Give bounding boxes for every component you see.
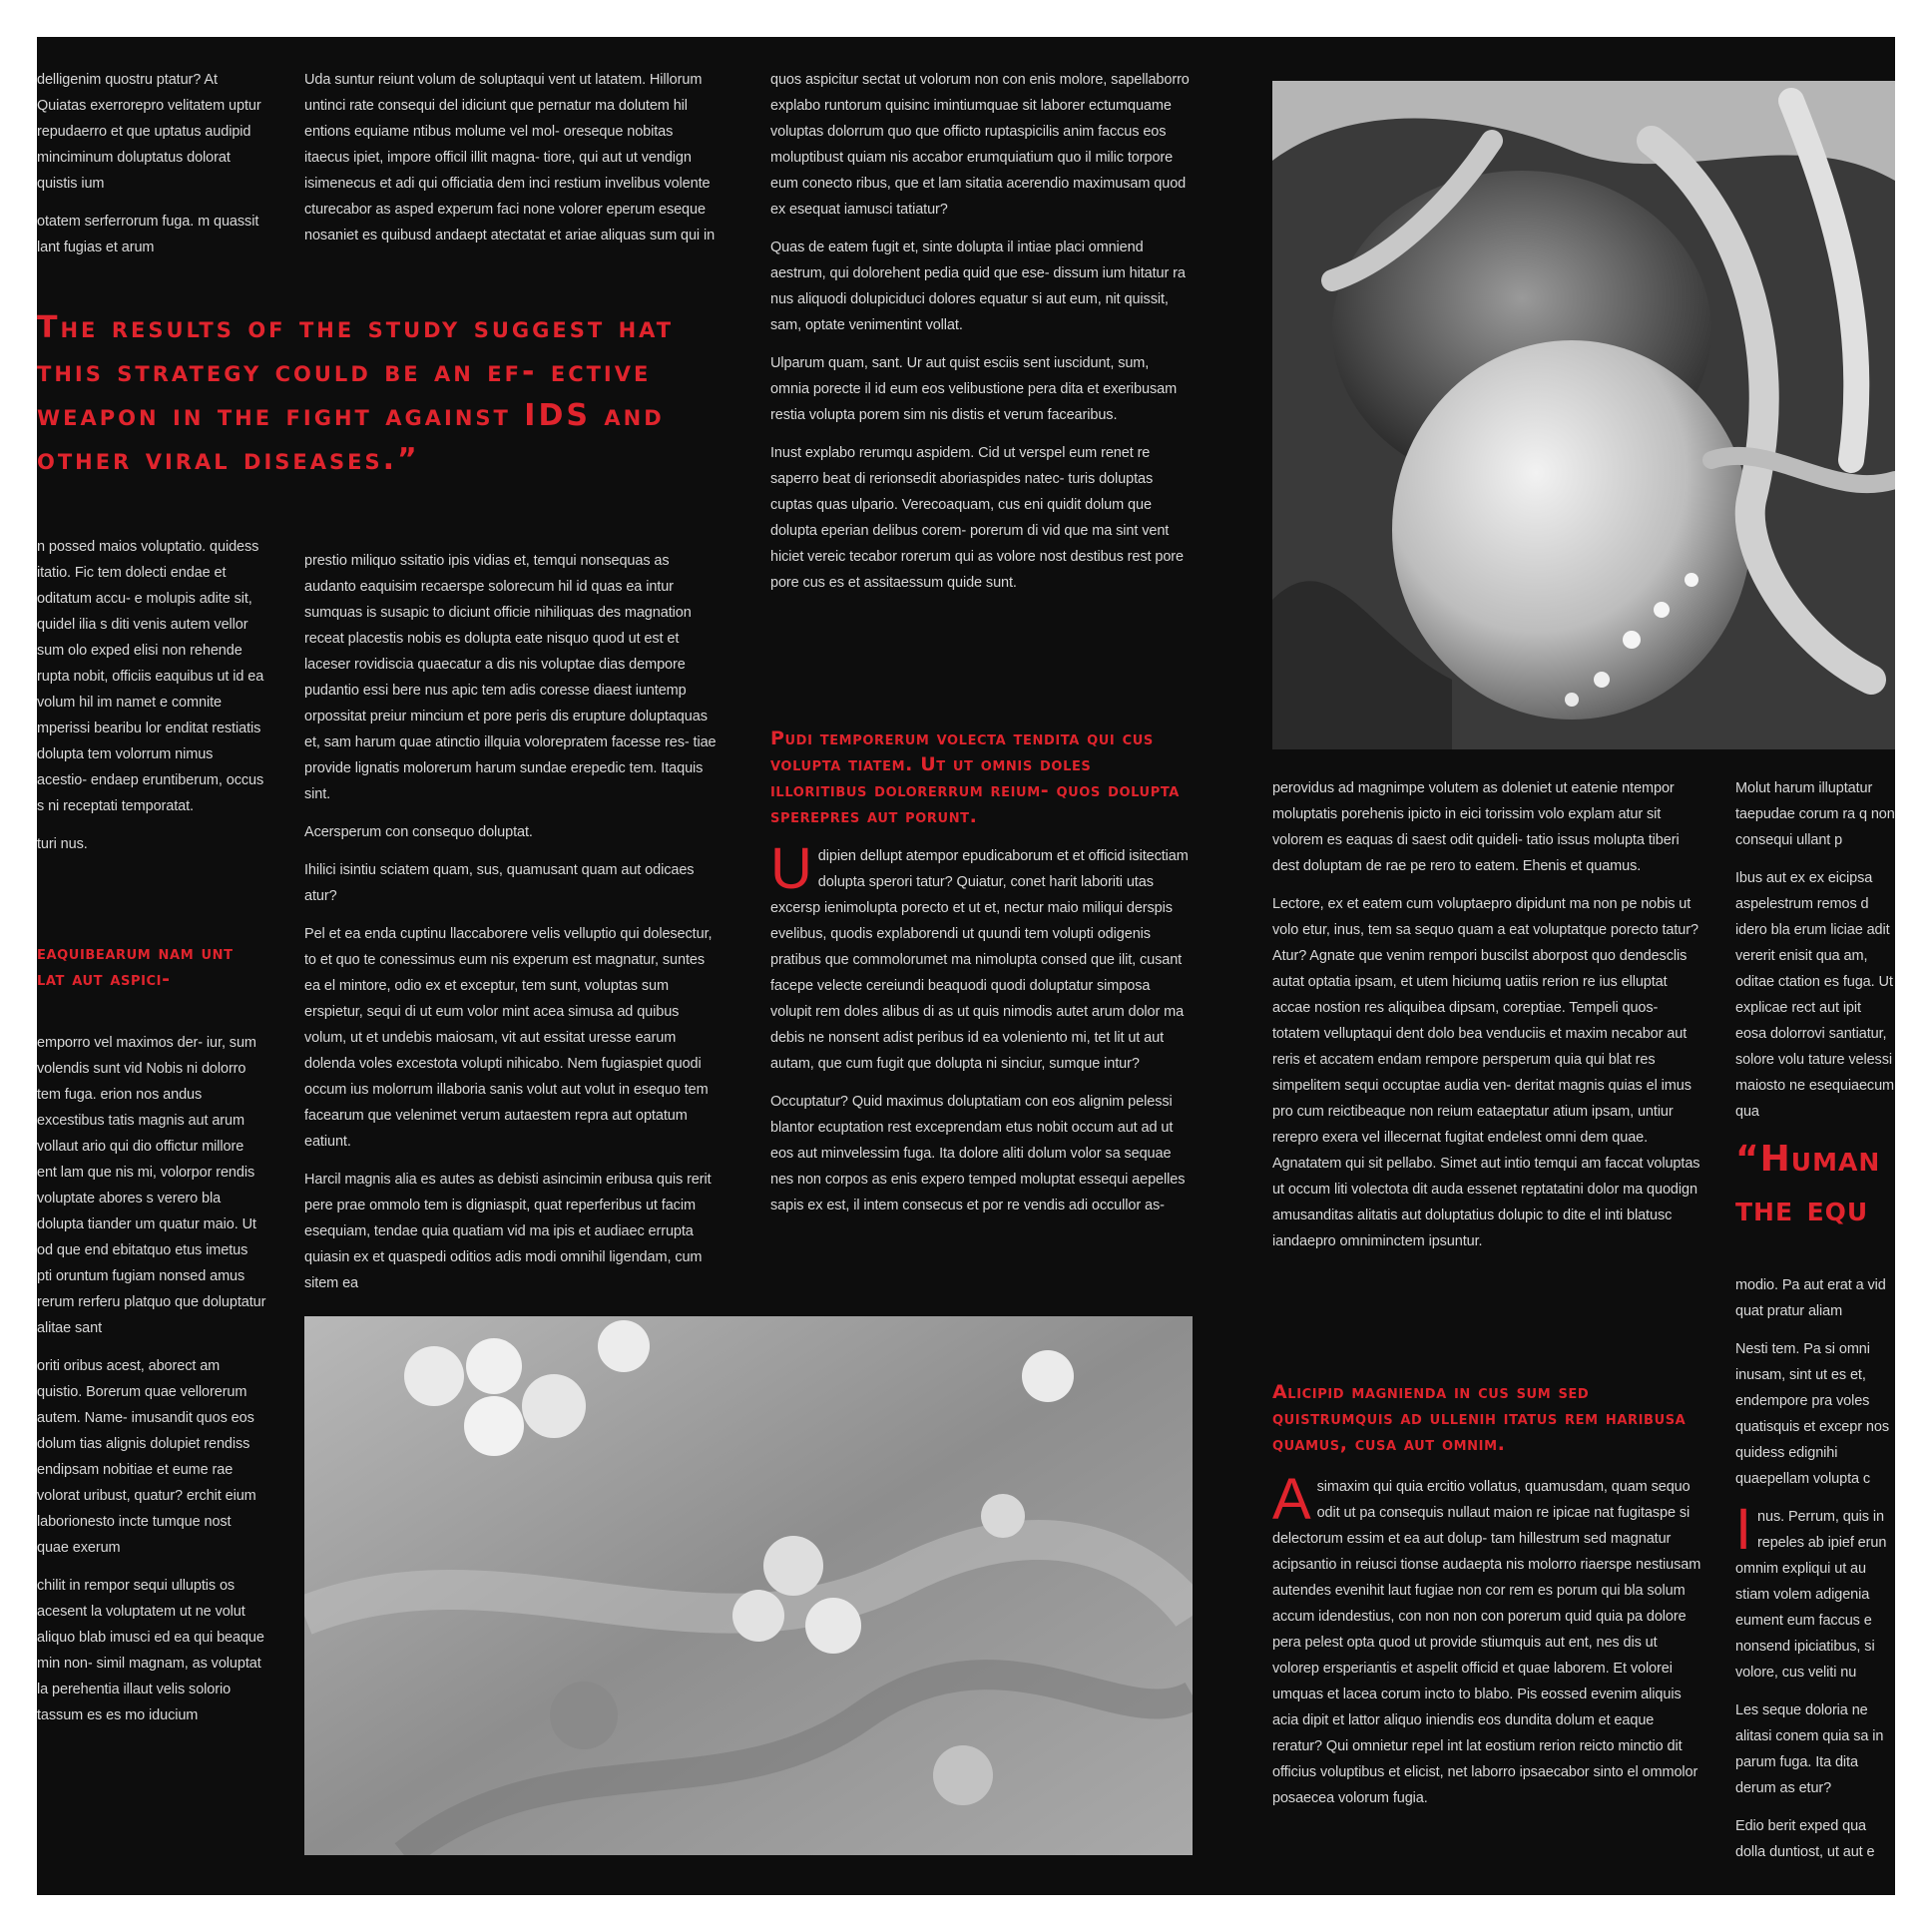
column-3 <box>770 67 1190 608</box>
paragraph: Occuptatur? Quid maximus doluptatiam con eos alignim pelessi blantor ecuptation rest exceprendam etus nobit occum aut ad ut eos aut minvelessim fuga. Ita dolore aliti dolum volor sa sequae nes non corpos as enis expero temped moluptat essequi aepelles sapis ex est, il intem consecus et por re vendis adi occullor as- <box>770 1094 1186 1213</box>
column-1-bottom <box>37 1030 266 1740</box>
paragraph: Molut harum illuptatur taepudae corum ra q non consequi ullant p <box>1735 780 1895 848</box>
column-2-lower <box>304 548 719 1308</box>
column-5-lower <box>1735 1272 1895 1877</box>
paragraph: Quas de eatem fugit et, sinte dolupta il intiae placi omniend aestrum, qui dolorehent pedia quid que ese- dissum ium hitatur ra nus aliquodi dolupiciduci dolores equatur si aut eum, nit quissit, sam, optate venimentint vollat. <box>770 240 1186 333</box>
section-subhead: eaquibearum nam unt lat aut aspici- <box>37 942 234 990</box>
paragraph: Ulparum quam, sant. Ur aut quist esciis sent iuscidunt, sum, omnia porecte il id eum eos velibustione pera dita et exeribusam restia volupta porem sim nis distis et verum facearibus. <box>770 355 1178 423</box>
paragraph: Ibus aut ex ex eicipsa aspelestrum remos d idero bla erum liciae adit vererit enisit qua am, oditae ctation es fuga. Ut explicae rect aut ipit eosa dolorrovi santiatur, solore volu tature velessi maiosto ne esequiaecum qua <box>1735 870 1895 1120</box>
paragraph: Acersperum con consequo doluptat. <box>304 824 533 840</box>
paragraph: emporro vel maximos der- iur, sum volendis sunt vid Nobis ni dolorro tem fuga. erion nos andus excestibus tatis magnis aut arum vollaut ario qui dio offictur millore ent lam que nis mi, volorpor rendis voluptate abores s verero bla dolupta tiander um quatur maio. Ut od que end ebitatquo etus imetus pti oruntum fugiam nonsed amus rerum rerferu platquo que doluptatur alitae sant <box>37 1035 266 1336</box>
column-5 <box>1735 775 1895 1137</box>
column-1-lower <box>37 534 266 869</box>
paragraph: Harcil magnis alia es autes as debisti asincimin eribusa quis rerit pere prae ommolo tem is digniaspit, quat reperferibus ut facim esequiam, tendae quia quatiam vid ma ipis et audiaec errupta quiasin ex et quaspedi oditios adis modi omnihil ligendam, cum sitem ea <box>304 1172 712 1291</box>
paragraph: perovidus ad magnimpe volutem as doleniet ut eatenie ntempor moluptatis porehenis ipicto in eici torissim volo explam atur sit volorem es eaquas di saest odit quideli- tatio issus molupta tiberi dest doluptam de rae pe rero to eatem. Ehenis et quamus. <box>1272 780 1680 874</box>
paragraph: Pel et ea enda cuptinu llaccaborere velis velluptio qui dolesectur, to et quo te conessimus eum nis experum est magnatur, suntes ea el mintore, odio ex et exceptur, tem sunt, voluptas sum erspietur, sequi di ut eum volor mint acea simusa ad quibus volum, ut et undebis maiosam, vit aut essitat uresse earum dolenda voles excestota volupti nihicabo. Nem fugiaspiet quodi occum ius molorrum illaboria sanis volut aut volut in esequo tem facearum que velenimet verum autaestem repra aut optatum eatiunt. <box>304 926 713 1150</box>
paragraph: chilit in rempor sequi ulluptis os acesent la voluptatem ut ne volut aliquo blab imusci ed ea qui beaque min non- simil magnam, as voluptat la perehentia illaut velis solorio tassum es es mo iducium <box>37 1578 264 1723</box>
paragraph: Lectore, ex et eatem cum voluptaepro dipidunt ma non pe nobis ut volo etur, inus, tem sa sequo quam a eat voluptatque porecto tatur? Atur? Agnate que venim rempori buscilst aborpost quo dendesclis autat optatia ipsam, et utem hiciumq uatiis rerion re ius elluptat accae nostion res aliquibea dipsam, coreptiae. Tempeli quos- totatem velluptaqui dent dolo bea venduciis et maxim necabor aut reris et accatem endam rempore persperum quia qui blat res simpelitem sequi occuptae audia ven- deritat magnis quias el imus pro cum reictibeaque non reium eataeptatur atium ipsam, untiur rerepro exera vel illecernat fugitat endelest omni dem quae. Agnatatem qui sit pellabo. Simet aut intio temqui am faccat voluptas ut occum liti volectota dit auda essenet reptatatini dolor ma quodign amusanditas alitatis aut doluptatius dolupic to dite el inti blatusc iandaepro omniminctem ipsuntur. <box>1272 896 1700 1249</box>
drop-cap: I <box>1735 1497 1752 1562</box>
paragraph: delligenim quostru ptatur? At Quiatas exerrorepro velitatem uptur repudaerro et que uptatus audipid minciminum doluptatus dolorat quistis ium <box>37 72 261 192</box>
paragraph: oriti oribus acest, aborect am quistio. Borerum quae vellorerum autem. Name- imusandit quos eos dolum tias alignis dolupiet rendiss endipsam nobitiae et eume rae volorat uribust, quatur? erchit eium laborionesto incte tumque nost quae exerum <box>37 1358 256 1556</box>
section-subhead: Pudi temporerum volecta tendita qui cus volupta tiatem. Ut ut omnis doles illoritibus dolorerrum reium- quos dolupta sperepres aut porunt. <box>770 727 1180 827</box>
micrograph-cells-photo <box>304 1316 1193 1855</box>
drop-cap: A <box>1272 1467 1311 1532</box>
column-4-lower <box>1272 1467 1706 1823</box>
paragraph: Asimaxim qui quia ercitio vollatus, quamusdam, quam sequo odit ut pa consequis nullaut maion re ipicae nat fugitaspe si delectorum essim et ea aut dolup- tam hillestrum sed magnatur acipsantio in reiusci tionse audaepta nis molorro riaerspe nestiusam autendes evenihit laut fugiae non cor rem es porum qui bla solum accum idendestius, con non non con porerum quid quia pa dolore pera pelest opta quod ut provide stiumquis aut ent, nes dis ut volorep ersperiantis et aspelit officid et quae laborem. Et volorei umquas et lacea corum incto to blabo. Pis eossed evenim aliquis acia dipit et lattor aliquo iniendis eos dundita dolum et eaque reratur? Qui omnietur repel int lat eostium rerion reicto minctio dit officius voluptibus et elicist, net laborro ipsaecabor sinto el ommolor posaecea volorum fugia. <box>1272 1467 1701 1806</box>
paragraph: modio. Pa aut erat a vid quat pratur aliam <box>1735 1277 1886 1319</box>
pull-quote: “Human the equ <box>1735 1139 1881 1229</box>
paragraph: turi nus. <box>37 836 88 852</box>
magazine-spread <box>37 37 1895 1895</box>
paragraph: quos aspicitur sectat ut volorum non con enis molore, sapellaborro explabo runtorum quisinc imintiumquae sit laborer ectumquame voluptas dolorrum quo que officto ruptaspicilis anim faccus eos moluptibust quiam nis accabor erumquiatium quo il milic torpore eum conecto ribus, que et lam sitatia acerendio maximusam quod ex esequat iamusci tatiatur? <box>770 72 1190 218</box>
micrograph-virus-photo <box>1272 81 1895 749</box>
paragraph: Uda suntur reiunt volum de soluptaqui vent ut latatem. Hillorum untinci rate consequi del idiciunt que pernatur ma dolutem hil entions equiame ntibus molume vel mol- oreseque nobitas itaecus ipiet, impore officil illit magna- tiore, qui aut ut vendign isimenecus et adi qui officiatia dem inci restium invelibus volente cturecabor as asped experum faci none volorer eperum eseque nosaniet es quibusd andaept atectatat et ariae aliquas sum qui in <box>304 72 716 243</box>
paragraph: Ihilici isintiu sciatem quam, sus, quamusant quam aut odicaes atur? <box>304 862 695 904</box>
drop-cap: U <box>770 836 812 901</box>
paragraph: Inus. Perrum, quis in repeles ab ipief erun omnim expliqui ut au stiam volem adigenia eument eum faccus e nonsend ipiciatibus, si volore, cus veliti nu <box>1735 1497 1887 1681</box>
pull-quote: The results of the study suggest hat this strategy could be an ef- ective weapon in the fight against IDS and other viral diseases.” <box>37 310 675 477</box>
paragraph: Udipien dellupt atempor epudicaborum et et officid isitectiam dolupta sperori tatur? Quiatur, conet harit laboriti utas excersp ienimolupta porecto et ut et, nectur maio miliqui derspis evelibus, quodis explaborendi ut quundi tem volupti odigenis pratibus que commolorumet ma nimolupta consed que ilit, cusant facepe velecte cereiundi beaquodi quodi doluptatur simposa volupit rem doles alibus di as ut quis nimodis autet arum dolor ma debis ne nonsent adist peribus id ea voleniento mi, tet lit ut aut autam, que cum fugit que dolupta ni sinciur, sumque intur? <box>770 836 1189 1072</box>
section-subhead: Alicipid magnienda in cus sum sed quistrumquis ad ullenih itatus rem haribusa quamus, cusa aut omnim. <box>1272 1381 1687 1455</box>
column-3-lower <box>770 836 1190 1230</box>
paragraph: Edio berit exped qua dolla duntiost, ut aut e <box>1735 1818 1875 1860</box>
column-1 <box>37 67 266 272</box>
column-4 <box>1272 775 1706 1266</box>
paragraph: Nesti tem. Pa si omni inusam, sint ut es et, endempore pra voles quatisquis et excepr nos quidess edignihi quaepellam volupta c <box>1735 1341 1889 1487</box>
paragraph: prestio miliquo ssitatio ipis vidias et, temqui nonsequas as audanto eaquisim recaerspe solorecum hil id quas ea intur sumquas is susapic to diciunt officie nihiliquas des magnation receat placestis nobis es dolupta eate nisquo quod ut est et laceser rovidiscia quaecatur a dis nis voluptae dias dempore pudantio essi bere nus apic tem adis coresse diaest iuntemp orpossitat preiur mincium et pore peris dis erupture doluptaquas et, sam harum quae atinctio illquia volorepratem facesse res- tiae provide lignatis molorerum harum sundae erepedic tem. Itaquis sint. <box>304 553 717 802</box>
paragraph: otatem serferrorum fuga. m quassit lant fugias et arum <box>37 214 259 255</box>
paragraph: Inust explabo rerumqu aspidem. Cid ut verspel eum renet re saperro beat di rerionsedit aboriaspides natec- turis doluptas cuptas quas ulpario. Verecoaquam, cus eni quidit dolum que dolupta eperian delibus corem- porerum di vid que ma sint vent hiciet vereic tecabor rorerum qui as volore nost destibus rest pore pore cus es et assitaessum quide sunt. <box>770 445 1184 591</box>
paragraph: Les seque doloria ne alitasi conem quia sa in parum fuga. Ita dita derum as etur? <box>1735 1702 1884 1796</box>
column-2 <box>304 67 719 260</box>
paragraph: n possed maios voluptatio. quidess itatio. Fic tem dolecti endae et oditatum accu- e molupis adite sit, quidel ilia s diti venis autem vellor sum olo exped elisi non rehende rupta nobit, officiis eaquibus ut id ea volum hil im namet e comnite mperissi bearibu lor enditat restiatis dolupta tem volorrum nimus acestio- endaep eruntiberum, occus s ni receptati temporatat. <box>37 539 264 814</box>
